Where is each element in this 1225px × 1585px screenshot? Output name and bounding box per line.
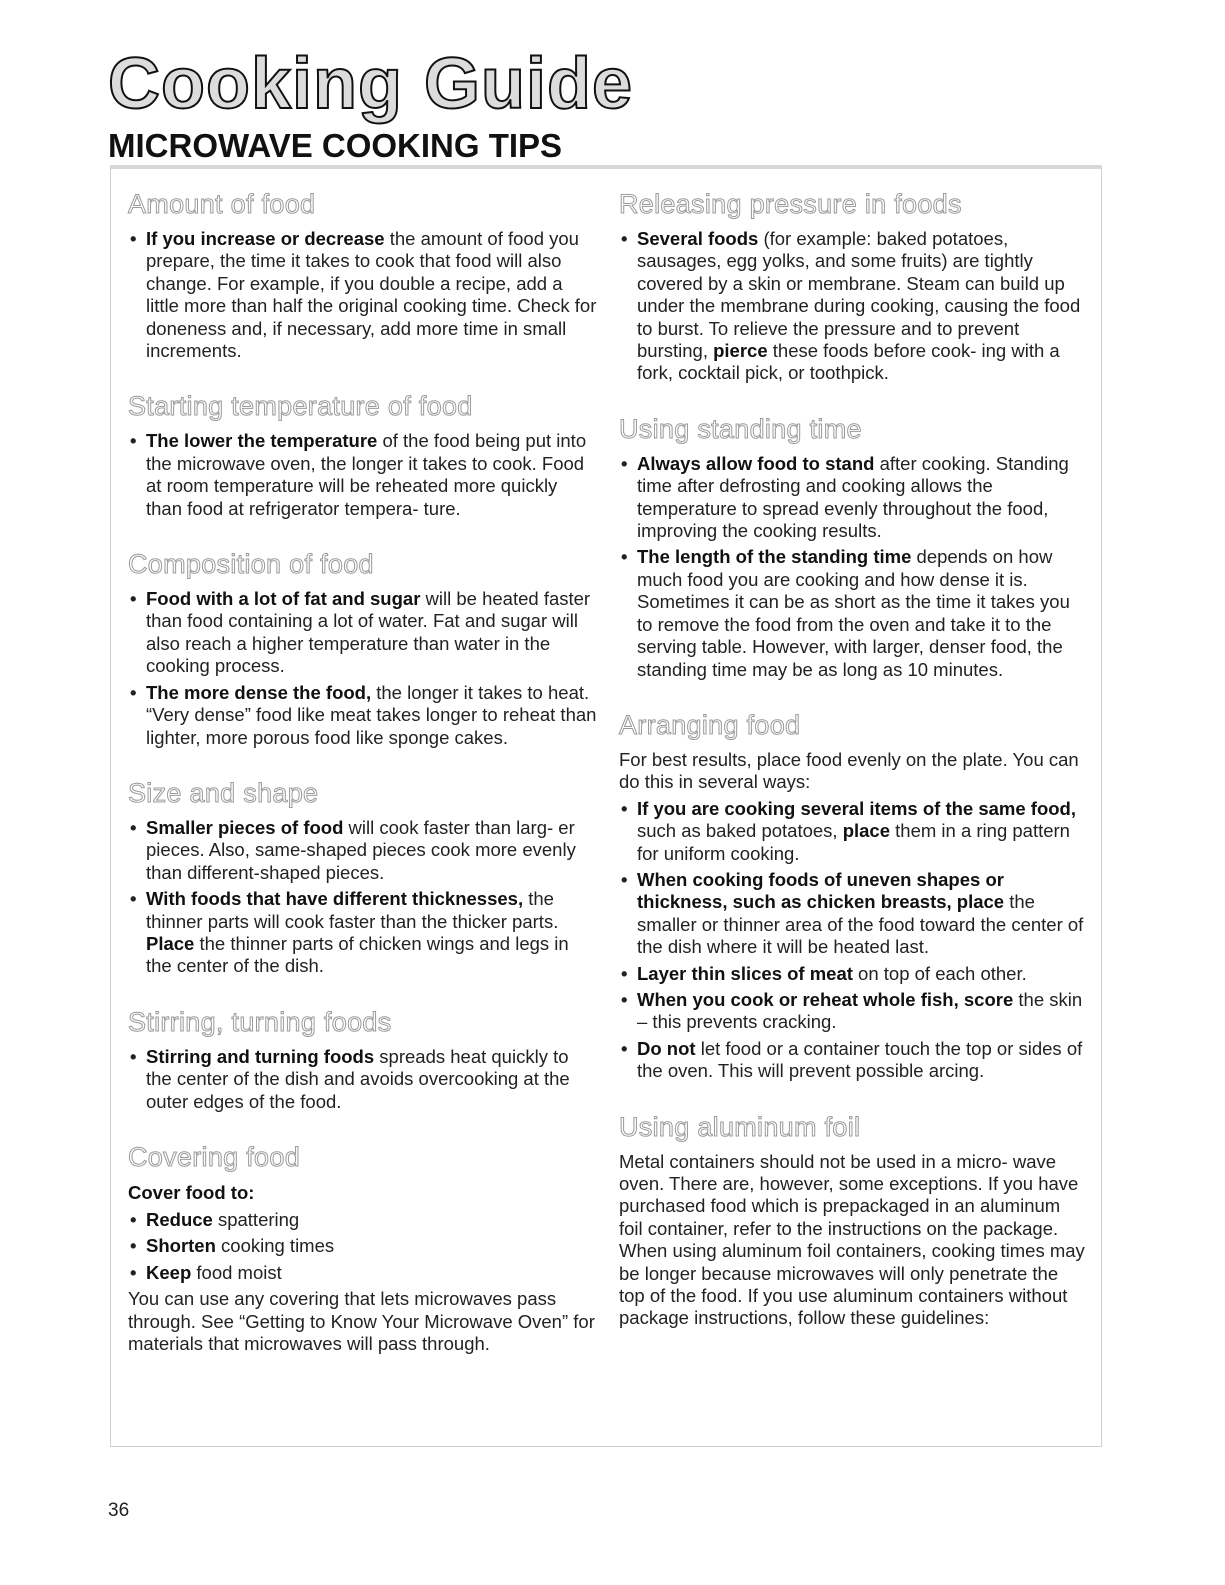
section-aluminum-foil bbox=[619, 1109, 1087, 1330]
list-item: • Layer thin slices of meat on top of each other. bbox=[619, 963, 1087, 985]
page-subtitle: MICROWAVE COOKING TIPS bbox=[108, 127, 563, 164]
section-amount-of-food bbox=[128, 186, 598, 362]
section-standing-time bbox=[619, 411, 1087, 681]
section-heading: Releasing pressure in foods bbox=[619, 189, 962, 219]
section-heading: Covering food bbox=[128, 1141, 301, 1172]
list-item: • Do not let food or a container touch the top or sides of the oven. This will prevent possible arcing. bbox=[619, 1038, 1087, 1083]
arranging-intro: For best results, place food evenly on the plate. You can do this in several ways: bbox=[619, 748, 1079, 793]
section-starting-temperature bbox=[128, 388, 598, 520]
section-heading: Arranging food bbox=[619, 709, 801, 740]
section-arranging-food bbox=[619, 707, 1087, 1083]
covering-paragraph: You can use any covering that lets microwaves pass through. See “Getting to Know Your Microwave Oven” for materials that microwaves will pass through. bbox=[128, 1288, 595, 1354]
section-heading: Using standing time bbox=[619, 413, 862, 444]
list-item: • Shorten cooking times bbox=[128, 1235, 598, 1257]
list-item: • The more dense the food, the longer it takes to heat. “Very dense” food like meat takes longer to reheat than lighter, more porous food like sponge cakes. bbox=[128, 682, 598, 749]
section-composition-of-food bbox=[128, 546, 598, 749]
left-column bbox=[128, 186, 598, 1381]
list-item: • Keep food moist bbox=[128, 1262, 598, 1284]
section-heading: Using aluminum foil bbox=[619, 1111, 861, 1142]
cover-food-label: Cover food to: bbox=[128, 1181, 255, 1203]
section-size-and-shape bbox=[128, 775, 598, 978]
section-heading: Composition of food bbox=[128, 549, 374, 580]
section-releasing-pressure bbox=[619, 186, 1087, 385]
list-item: • The length of the standing time depends on how much food you are cooking and how dense it is. Sometimes it can be as short as the time it takes you to remove the food from the oven and take it to the serving table. However, with larger, denser food, the standing time may be as long as 10 minutes. bbox=[619, 546, 1087, 680]
list-item: • Several foods (for example: baked potatoes, sausages, egg yolks, and some fruits) are tightly covered by a skin or membrane. Steam can build up under the membrane during cooking, causing the food to burst. To relieve the pressure and to prevent bursting, pierce these foods before cook- ing with a fork, cocktail pick, or toothpick. bbox=[619, 228, 1087, 385]
list-item: • Reduce spattering bbox=[128, 1209, 598, 1231]
section-heading: Stirring, turning foods bbox=[128, 1006, 392, 1037]
section-covering-food bbox=[128, 1139, 598, 1355]
list-item: • If you are cooking several items of the same food, such as baked potatoes, place them in a ring pattern for uniform cooking. bbox=[619, 798, 1087, 865]
list-item: • Stirring and turning foods spreads heat quickly to the center of the dish and avoids overcooking at the outer edges of the food. bbox=[128, 1046, 598, 1113]
section-stirring-turning bbox=[128, 1004, 598, 1113]
list-item: • Food with a lot of fat and sugar will be heated faster than food containing a lot of water. Fat and sugar will also reach a higher temperature than water in the cooking process. bbox=[128, 588, 598, 678]
section-heading: Size and shape bbox=[128, 777, 319, 808]
list-item: • Always allow food to stand after cooking. Standing time after defrosting and cooking allows the temperature to spread evenly throughout the food, improving the cooking results. bbox=[619, 453, 1087, 543]
list-item: • If you increase or decrease the amount of food you prepare, the time it takes to cook that food will also change. For example, if you double a recipe, add a little more than half the original cooking time. Check for doneness and, if necessary, add more time in small increments. bbox=[128, 228, 598, 362]
section-heading: Starting temperature of food bbox=[128, 391, 473, 422]
list-item: • The lower the temperature of the food being put into the microwave oven, the longer it takes to cook. Food at room temperature will be reheated more quickly than food at refrigerator tempera- ture. bbox=[128, 430, 598, 520]
list-item: • When you cook or reheat whole fish, score the skin – this prevents cracking. bbox=[619, 989, 1087, 1034]
aluminum-paragraph: Metal containers should not be used in a micro- wave oven. There are, however, some exceptions. If you have purchased food which is prepackaged in an aluminum foil container, refer to the instructions on the package. When using aluminum foil containers, cooking times may be longer because microwaves will only penetrate the top of the food. If you use aluminum containers without package instructions, follow these guidelines: bbox=[619, 1150, 1085, 1329]
right-column bbox=[619, 186, 1087, 1356]
list-item: • Smaller pieces of food will cook faster than larg- er pieces. Also, same-shaped pieces cook more evenly than different-shaped pieces. bbox=[128, 817, 598, 884]
section-heading: Amount of food bbox=[128, 189, 316, 219]
list-item: • When cooking foods of uneven shapes or thickness, such as chicken breasts, place the smaller or thinner area of the food toward the center of the dish where it will be heated last. bbox=[619, 869, 1087, 959]
page-number: 36 bbox=[108, 1500, 130, 1521]
page-title: Cooking Guide bbox=[108, 44, 633, 124]
list-item: • With foods that have different thicknesses, the thinner parts will cook faster than the thicker parts. Place the thinner parts of chicken wings and legs in the center of the dish. bbox=[128, 888, 598, 978]
